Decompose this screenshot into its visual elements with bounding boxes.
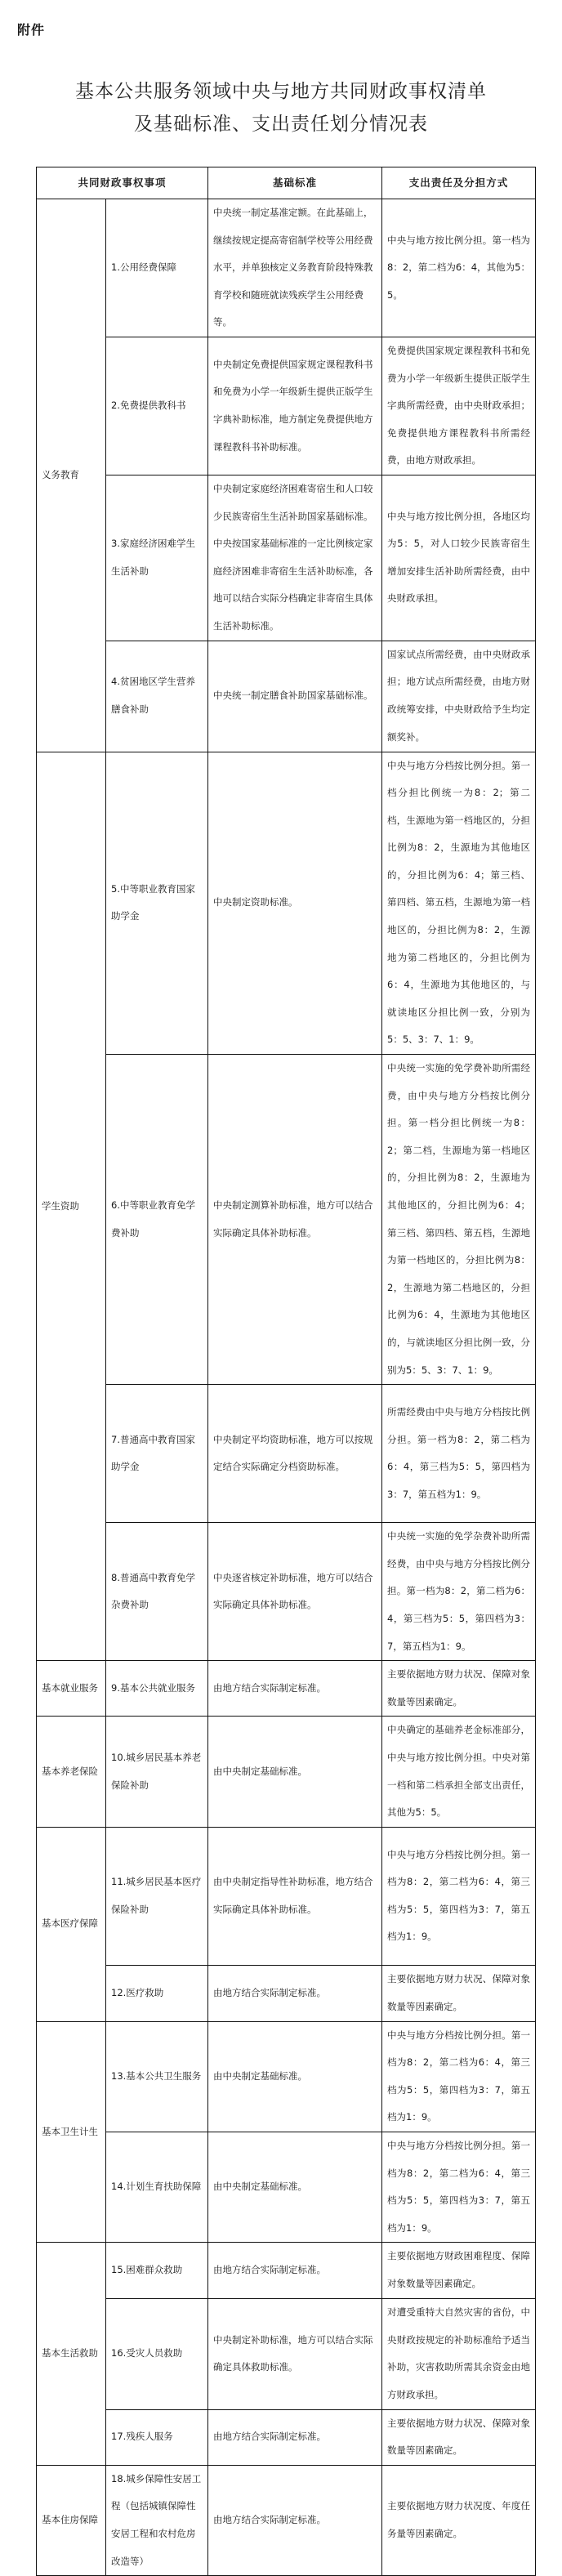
standard-cell: 由中央制定指导性补助标准，地方结合实际确定具体补助标准。	[208, 1827, 382, 1965]
standard-cell: 由地方结合实际制定标准。	[208, 2409, 382, 2465]
category-cell: 基本卫生计生	[37, 2021, 106, 2243]
standard-cell: 中央制定补助标准，地方可以结合实际确定具体救助标准。	[208, 2298, 382, 2409]
table-row	[37, 2298, 536, 2409]
category-cell: 基本生活救助	[37, 2243, 106, 2465]
item-cell: 17.残疾人服务	[106, 2409, 208, 2465]
standard-cell: 由地方结合实际制定标准。	[208, 2465, 382, 2575]
responsibility-cell: 中央统一实施的免学杂费补助所需经费，由中央与地方分档按比例分担。第一档为8：2，第二档为6：4，第三档为5：5，第四档为3：7，第五档为1：9。	[382, 1523, 536, 1661]
item-cell: 7.普通高中教育国家助学金	[106, 1385, 208, 1523]
attachment-label: 附件	[17, 22, 46, 38]
responsibility-cell: 中央与地方分档按比例分担。第一档为8：2，第二档为6：4，第三档为5：5，第四档为3：7，第五档为1：9。	[382, 2021, 536, 2132]
table-body	[37, 199, 536, 2576]
item-cell: 5.中等职业教育国家助学金	[106, 752, 208, 1055]
table-header-row	[37, 167, 536, 199]
page-title	[0, 75, 562, 141]
table-row	[37, 2465, 536, 2575]
standard-cell: 中央逐省核定补助标准，地方可以结合实际确定具体补助标准。	[208, 1523, 382, 1661]
item-cell: 3.家庭经济困难学生生活补助	[106, 475, 208, 641]
standard-cell: 中央统一制定膳食补助国家基础标准。	[208, 641, 382, 752]
item-cell: 10.城乡居民基本养老保险补助	[106, 1717, 208, 1827]
responsibility-cell: 主要依据地方财政困难程度、保障对象数量等因素确定。	[382, 2243, 536, 2298]
standard-cell: 由中央制定基础标准。	[208, 2132, 382, 2243]
responsibility-cell: 中央与地方分档按比例分担。第一档为8：2，第二档为6：4，第三档为5：5，第四档为3：7，第五档为1：9。	[382, 2132, 536, 2243]
item-cell: 6.中等职业教育免学费补助	[106, 1055, 208, 1385]
header-item: 共同财政事权事项	[37, 167, 208, 199]
table-row	[37, 641, 536, 752]
standard-cell: 由地方结合实际制定标准。	[208, 1965, 382, 2021]
fiscal-responsibility-table	[36, 167, 536, 2576]
table-row	[37, 752, 536, 1055]
standard-cell: 中央统一制定基准定额。在此基础上，继续按规定提高寄宿制学校等公用经费水平，并单独核定义务教育阶段特殊教育学校和随班就读残疾学生公用经费等。	[208, 199, 382, 337]
table-row	[37, 337, 536, 475]
responsibility-cell: 对遭受重特大自然灾害的省份，中央财政按规定的补助标准给予适当补助，灾害救助所需其余资金由地方财政承担。	[382, 2298, 536, 2409]
table-row	[37, 1965, 536, 2021]
standard-cell: 由中央制定基础标准。	[208, 2021, 382, 2132]
item-cell: 11.城乡居民基本医疗保险补助	[106, 1827, 208, 1965]
responsibility-cell: 主要依据地方财力状况、保障对象数量等因素确定。	[382, 1965, 536, 2021]
item-cell: 13.基本公共卫生服务	[106, 2021, 208, 2132]
table-row	[37, 2132, 536, 2243]
header-responsibility: 支出责任及分担方式	[382, 167, 536, 199]
table-row	[37, 199, 536, 337]
responsibility-cell: 主要依据地方财力状况度、年度任务量等因素确定。	[382, 2465, 536, 2575]
standard-cell: 中央制定测算补助标准，地方可以结合实际确定具体补助标准。	[208, 1055, 382, 1385]
item-cell: 8.普通高中教育免学杂费补助	[106, 1523, 208, 1661]
category-cell: 基本就业服务	[37, 1661, 106, 1717]
category-cell: 基本养老保险	[37, 1717, 106, 1827]
responsibility-cell: 中央与地方按比例分担。第一档为8：2，第二档为6：4，其他为5：5。	[382, 199, 536, 337]
responsibility-cell: 国家试点所需经费，由中央财政承担；地方试点所需经费，由地方财政统筹安排，中央财政给予生均定额奖补。	[382, 641, 536, 752]
table-row	[37, 1385, 536, 1523]
responsibility-cell: 中央与地方分档按比例分担。第一档为8：2，第二档为6：4，第三档为5：5，第四档为3：7，第五档为1：9。	[382, 1827, 536, 1965]
responsibility-cell: 主要依据地方财力状况、保障对象数量等因素确定。	[382, 1661, 536, 1717]
header-standard: 基础标准	[208, 167, 382, 199]
standard-cell: 中央制定免费提供国家规定课程教科书和免费为小学一年级新生提供正版学生字典补助标准，地方制定免费提供地方课程教科书补助标准。	[208, 337, 382, 475]
standard-cell: 由地方结合实际制定标准。	[208, 1661, 382, 1717]
category-cell: 学生资助	[37, 752, 106, 1661]
item-cell: 14.计划生育扶助保障	[106, 2132, 208, 2243]
standard-cell: 由地方结合实际制定标准。	[208, 2243, 382, 2298]
item-cell: 12.医疗救助	[106, 1965, 208, 2021]
responsibility-cell: 主要依据地方财力状况、保障对象数量等因素确定。	[382, 2409, 536, 2465]
responsibility-cell: 中央确定的基础养老金标准部分，中央与地方按比例分担。中央对第一档和第二档承担全部支出责任，其他为5：5。	[382, 1717, 536, 1827]
standard-cell: 中央制定家庭经济困难寄宿生和人口较少民族寄宿生生活补助国家基础标准。中央按国家基础标准的一定比例核定家庭经济困难非寄宿生生活补助标准，各地可以结合实际分档确定非寄宿生具体生活补助标准。	[208, 475, 382, 641]
item-cell: 9.基本公共就业服务	[106, 1661, 208, 1717]
responsibility-cell: 中央与地方分档按比例分担。第一档分担比例统一为8：2；第二档，生源地为第一档地区的，分担比例为8：2，生源地为其他地区的，分担比例为6：4；第三档、第四档、第五档，生源地为第一档地区的，分担比例为8：2，生源地为第二档地区的，分担比例为6：4，生源地为其他地区的，与就读地区分担比例一致，分别为5：5、3：7、1：9。	[382, 752, 536, 1055]
table-row	[37, 1827, 536, 1965]
table-row	[37, 1661, 536, 1717]
table-row	[37, 2243, 536, 2298]
standard-cell: 由中央制定基础标准。	[208, 1717, 382, 1827]
item-cell: 4.贫困地区学生营养膳食补助	[106, 641, 208, 752]
standard-cell: 中央制定资助标准。	[208, 752, 382, 1055]
table-row	[37, 2409, 536, 2465]
responsibility-cell: 所需经费由中央与地方分档按比例分担。第一档为8：2，第二档为6：4，第三档为5：5，第四档为3：7，第五档为1：9。	[382, 1385, 536, 1523]
responsibility-cell: 免费提供国家规定课程教科书和免费为小学一年级新生提供正版学生字典所需经费，由中央财政承担；免费提供地方课程教科书所需经费，由地方财政承担。	[382, 337, 536, 475]
item-cell: 2.免费提供教科书	[106, 337, 208, 475]
table-row	[37, 1055, 536, 1385]
standard-cell: 中央制定平均资助标准，地方可以按规定结合实际确定分档资助标准。	[208, 1385, 382, 1523]
category-cell: 基本住房保障	[37, 2465, 106, 2575]
title-line-2: 及基础标准、支出责任划分情况表	[134, 114, 428, 135]
title-line-1: 基本公共服务领域中央与地方共同财政事权清单	[75, 81, 487, 102]
table-row	[37, 1717, 536, 1827]
category-cell: 基本医疗保障	[37, 1827, 106, 2021]
item-cell: 16.受灾人员救助	[106, 2298, 208, 2409]
item-cell: 18.城乡保障性安居工程（包括城镇保障性安居工程和农村危房改造等）	[106, 2465, 208, 2575]
category-cell: 义务教育	[37, 199, 106, 752]
responsibility-cell: 中央与地方按比例分担，各地区均为5：5，对人口较少民族寄宿生增加安排生活补助所需经费，由中央财政承担。	[382, 475, 536, 641]
item-cell: 15.困难群众救助	[106, 2243, 208, 2298]
responsibility-cell: 中央统一实施的免学费补助所需经费，由中央与地方分档按比例分担。第一档分担比例统一为8：2；第二档，生源地为第一档地区的，分担比例为8：2，生源地为其他地区的，分担比例为6：4；第三档、第四档、第五档，生源地为第一档地区的，分担比例为8：2，生源地为第二档地区的，分担比例为6：4，生源地为其他地区的，与就读地区分担比例一致，分别为5：5、3：7、1：9。	[382, 1055, 536, 1385]
table-row	[37, 2021, 536, 2132]
table-row	[37, 475, 536, 641]
item-cell: 1.公用经费保障	[106, 199, 208, 337]
table-row	[37, 1523, 536, 1661]
